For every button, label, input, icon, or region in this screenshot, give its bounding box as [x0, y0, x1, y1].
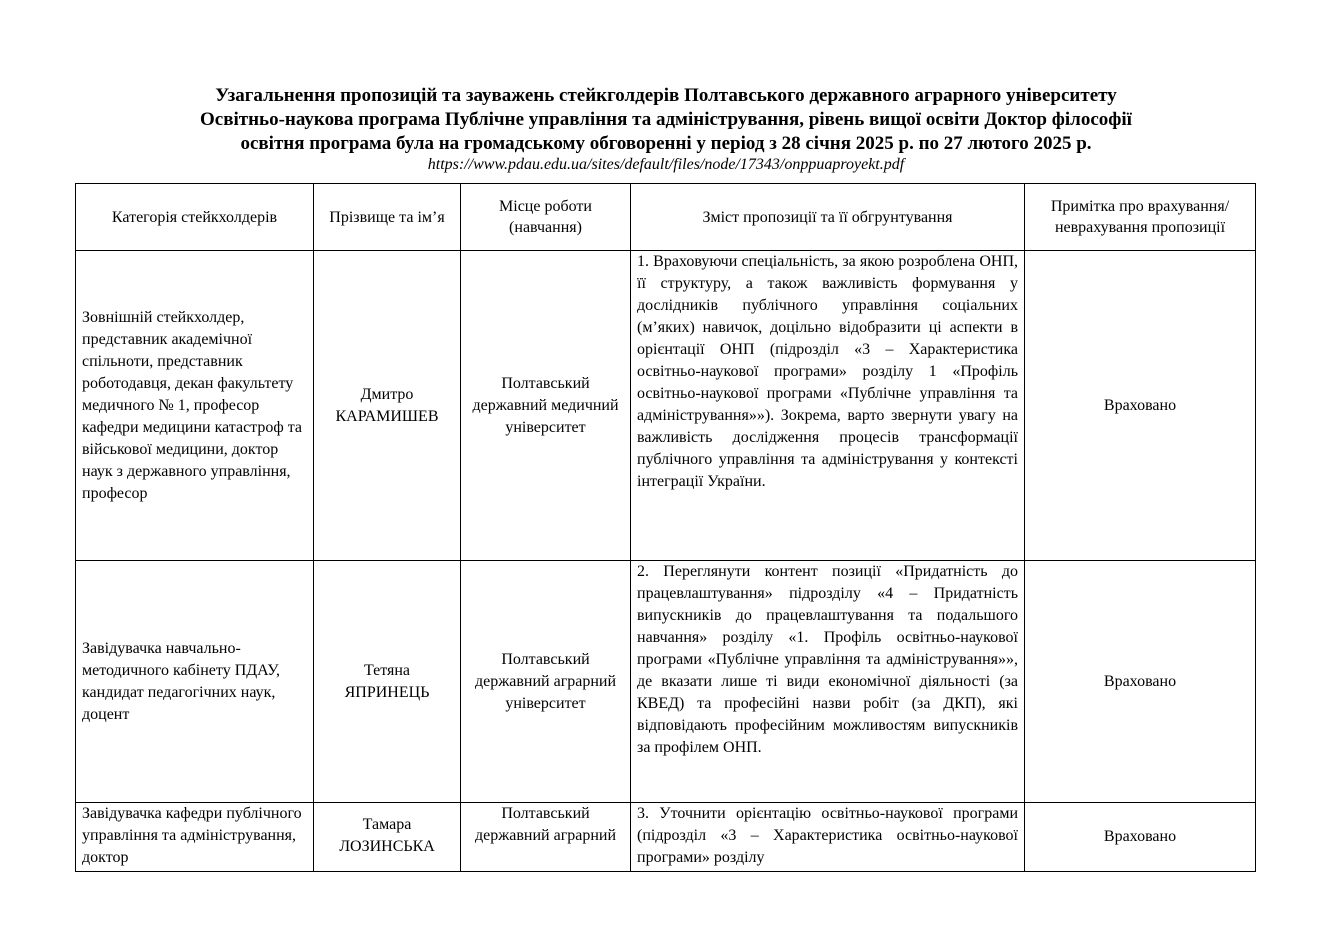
- column-header-workplace: Місце роботи (навчання): [461, 184, 631, 251]
- name-cell: [314, 803, 461, 872]
- name-text: Тамара ЛОЗИНСЬКА: [339, 816, 435, 855]
- proposal-cell: [631, 803, 1025, 872]
- name-cell: Дмитро КАРАМИШЕВ: [314, 251, 461, 561]
- category-text: Завідувачка кафедри публічного управління та адміністрування, доктор: [82, 805, 302, 866]
- category-cell: [76, 803, 314, 872]
- column-header-note: Примітка про врахування/неврахування пропозиції: [1025, 184, 1256, 251]
- title-line-2: Освітньо-наукова програма Публічне управління та адміністрування, рівень вищої освіти Доктор філософії: [200, 109, 1132, 130]
- category-cell: Завідувачка навчально-методичного кабінету ПДАУ, кандидат педагогічних наук, доцент: [76, 561, 314, 803]
- document-header: [0, 84, 1332, 174]
- table-row: [76, 251, 1256, 561]
- name-cell: Тетяна ЯПРИНЕЦЬ: [314, 561, 461, 803]
- workplace-cell: Полтавський державний медичний університет: [461, 251, 631, 561]
- title-line-3: освітня програма була на громадському обговоренні у період з 28 січня 2025 р. по 27 лютого 2025 р.: [240, 133, 1092, 154]
- column-header-proposal: Зміст пропозиції та її обгрунтування: [631, 184, 1025, 251]
- title-line-1: Узагальнення пропозицій та зауважень стейкголдерів Полтавського державного аграрного університету: [215, 85, 1117, 106]
- note-cell: Враховано: [1025, 561, 1256, 803]
- table-row: [76, 803, 1256, 872]
- category-cell: Зовнішній стейкхолдер, представник академічної спільноти, представник роботодавця, декан факультету медичного № 1, професор кафедри медицини катастроф та військової медицини, доктор наук з державного управління, професор: [76, 251, 314, 561]
- workplace-text: Полтавський державний аграрний: [474, 805, 617, 844]
- column-header-name: Прізвище та ім’я: [314, 184, 461, 251]
- note-cell: Враховано: [1025, 251, 1256, 561]
- note-cell: Враховано: [1025, 803, 1256, 872]
- proposal-cell: 1. Враховуючи спеціальність, за якою розроблена ОНП, її структуру, а також важливість формування у дослідників публічного управління соціальних (м’яких) навичок, доцільно відобразити ці аспекти в орієнтації ОНП (підрозділ «3 – Характеристика освітньо-наукової програми» розділу 1 «Профіль освітньо-наукової програми «Публічне управління та адміністрування»»). Зокрема, варто звернути увагу на важливість дослідження процесів трансформації публічного управління та адміністрування у контексті інтеграції України.: [631, 251, 1025, 561]
- workplace-cell: Полтавський державний аграрний університет: [461, 561, 631, 803]
- proposal-cell: 2. Переглянути контент позиції «Придатність до працевлаштування» підрозділу «4 – Придатність випускників до працевлаштування та подальшого навчання» розділу «1. Профіль освітньо-наукової програми «Публічне управління та адміністрування»», де вказати лише ті види економічної діяльності (за КВЕД) та професійні назви робіт (за ДКП), які відповідають професійним можливостям випускників за профілем ОНП.: [631, 561, 1025, 803]
- proposal-text: 3. Уточнити орієнтацію освітньо-наукової програми (підрозділ «3 – Характеристика освітньо-наукової програми» розділу: [637, 805, 1018, 866]
- table-header-row: [76, 184, 1256, 251]
- workplace-cell: [461, 803, 631, 872]
- source-url: https://www.pdau.edu.ua/sites/default/files/node/17343/onppuaproyekt.pdf: [427, 156, 905, 173]
- column-header-category: Категорія стейкхолдерів: [76, 184, 314, 251]
- proposals-table: [75, 183, 1256, 872]
- table-row: [76, 561, 1256, 803]
